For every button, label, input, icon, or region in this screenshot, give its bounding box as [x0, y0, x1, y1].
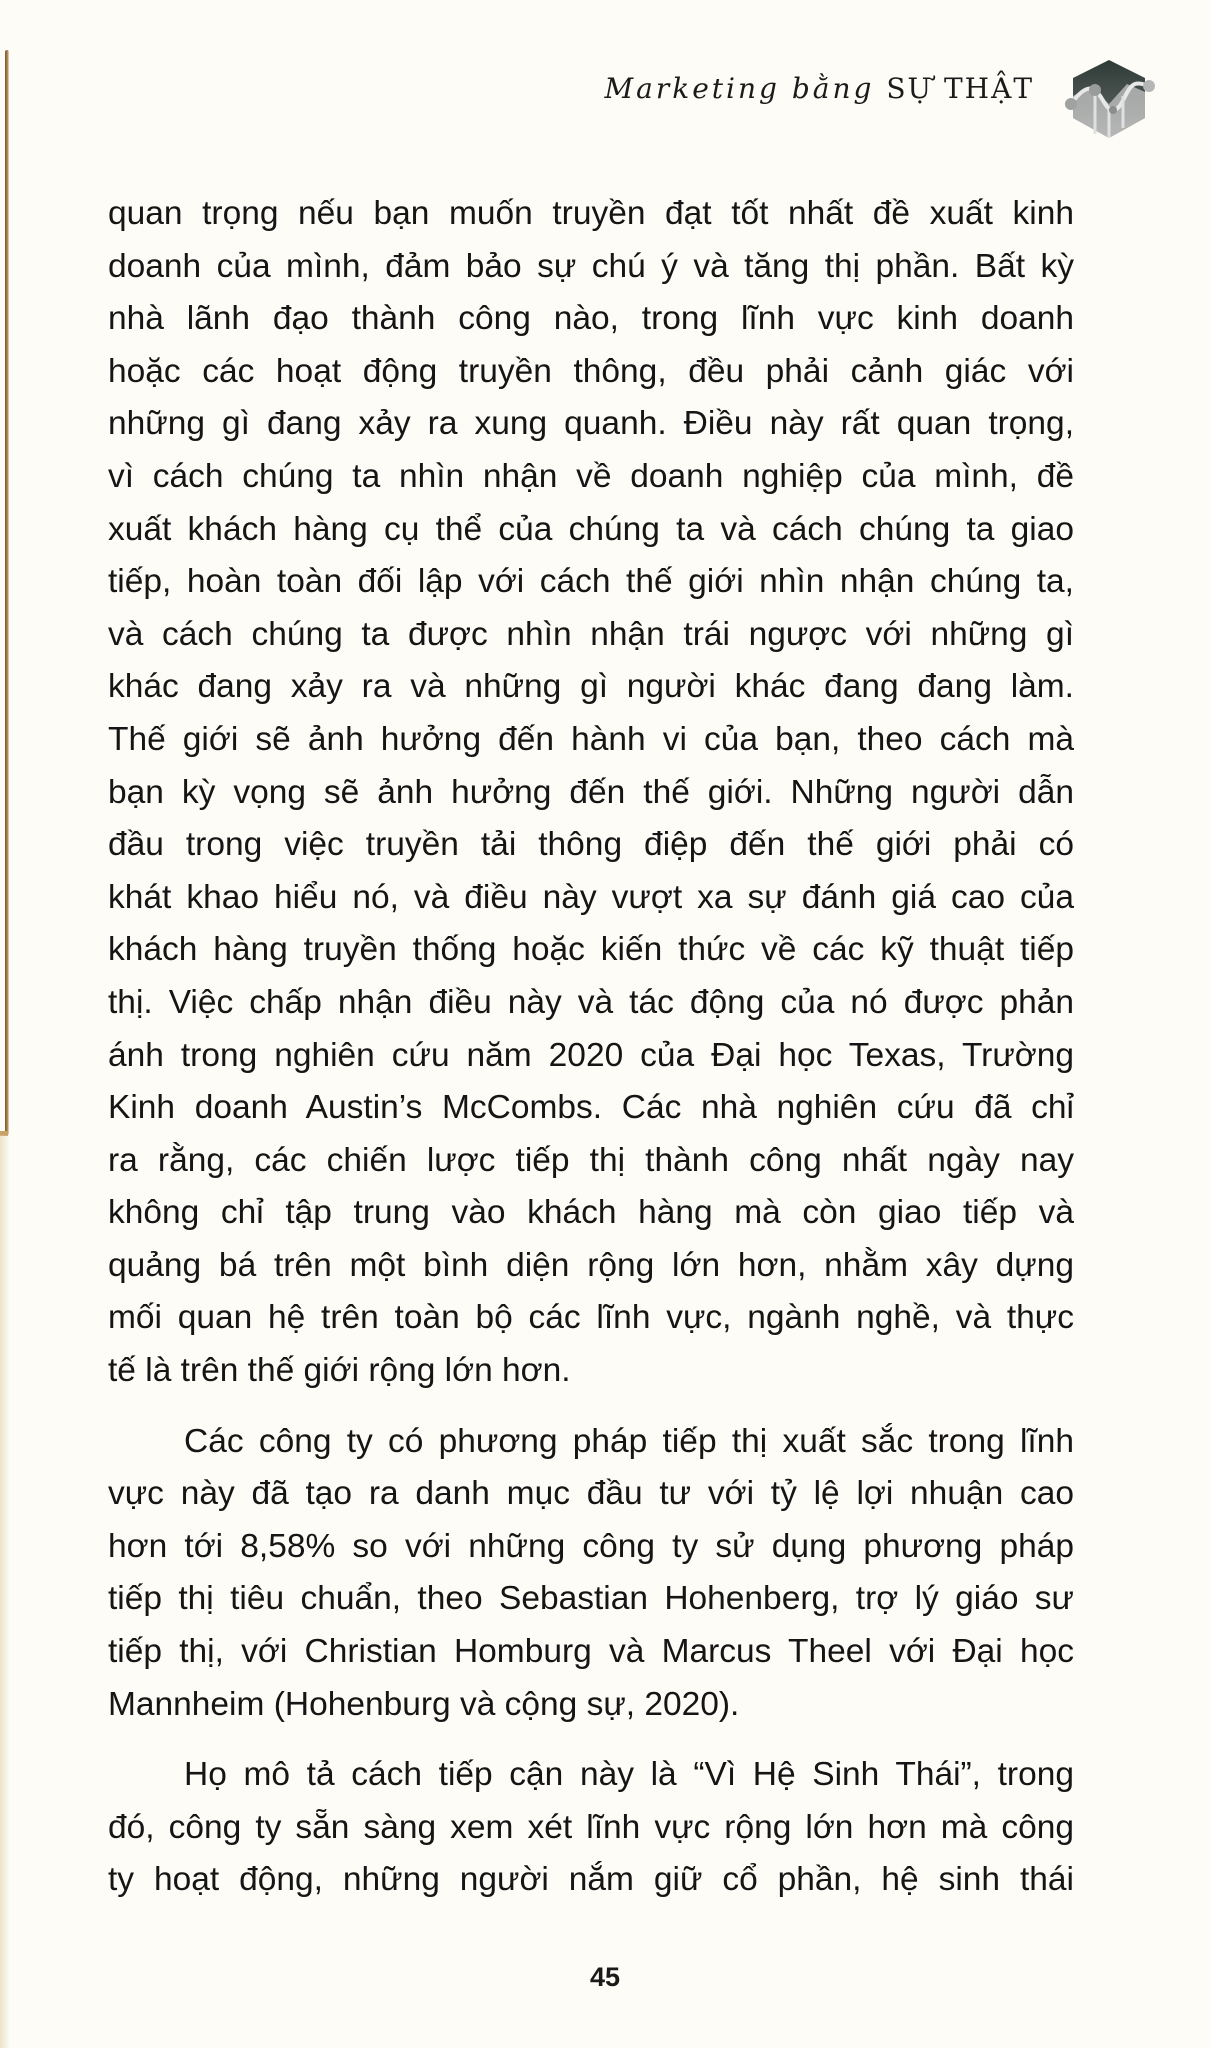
book-title-caps: SỰ THẬT [886, 72, 1034, 105]
paragraph-spacer [108, 1731, 1074, 1749]
text-line: những gì đang xảy ra xung quanh. Điều này rất quan trọng, [108, 405, 1074, 443]
text-line: ánh trong nghiên cứu năm 2020 của Đại học Texas, Trường [108, 1036, 1074, 1074]
paragraph-2 [108, 1416, 1074, 1732]
text-line: khác đang xảy ra và những gì người khác đang đang làm. [108, 668, 1074, 706]
text-line: khát khao hiểu nó, và điều này vượt xa sự đánh giá cao của [108, 878, 1074, 916]
text-line: tế là trên thế giới rộng lớn hơn. [108, 1352, 571, 1390]
text-line: tiếp thị, với Christian Homburg và Marcus Theel với Đại học [108, 1633, 1074, 1671]
running-header [604, 72, 1034, 105]
text-line: xuất khách hàng cụ thể của chúng ta và cách chúng ta giao [108, 510, 1074, 548]
text-line: Thế giới sẽ ảnh hưởng đến hành vi của bạn, theo cách mà [108, 720, 1074, 758]
text-line: tiếp thị tiêu chuẩn, theo Sebastian Hohenberg, trợ lý giáo sư [108, 1580, 1074, 1618]
hexagon-cube-network-icon [1063, 56, 1155, 142]
book-binding-edge [5, 50, 9, 1135]
text-line: ty hoạt động, những người nắm giữ cổ phần, hệ sinh thái [108, 1861, 1074, 1899]
text-line: vì cách chúng ta nhìn nhận về doanh nghiệp của mình, đề [108, 457, 1074, 495]
text-line: vực này đã tạo ra danh mục đầu tư với tỷ lệ lợi nhuận cao [108, 1475, 1074, 1513]
text-line: Kinh doanh Austin’s McCombs. Các nhà nghiên cứu đã chỉ [108, 1089, 1074, 1127]
page-body [108, 188, 1074, 1907]
book-title-italic: Marketing bằng [604, 72, 875, 105]
paragraph-1 [108, 188, 1074, 1398]
paragraph-spacer [108, 1398, 1074, 1416]
text-line: và cách chúng ta được nhìn nhận trái ngược với những gì [108, 615, 1074, 653]
text-line: tiếp, hoàn toàn đối lập với cách thế giới nhìn nhận chúng ta, [108, 563, 1074, 601]
text-line: mối quan hệ trên toàn bộ các lĩnh vực, ngành nghề, và thực [108, 1299, 1074, 1337]
text-line: bạn kỳ vọng sẽ ảnh hưởng đến thế giới. Những người dẫn [108, 773, 1074, 811]
text-line: doanh của mình, đảm bảo sự chú ý và tăng thị phần. Bất kỳ [108, 247, 1074, 285]
text-line: Họ mô tả cách tiếp cận này là “Vì Hệ Sinh Thái”, trong [184, 1756, 1074, 1794]
text-line: hoặc các hoạt động truyền thông, đều phải cảnh giác với [108, 352, 1074, 390]
text-line: quan trọng nếu bạn muốn truyền đạt tốt nhất đề xuất kinh [108, 195, 1074, 232]
page-number: 45 [589, 1962, 621, 1992]
text-line: ra rằng, các chiến lược tiếp thị thành công nhất ngày nay [108, 1141, 1074, 1179]
text-line: Các công ty có phương pháp tiếp thị xuất sắc trong lĩnh [184, 1422, 1074, 1460]
text-line: quảng bá trên một bình diện rộng lớn hơn, nhằm xây dựng [108, 1246, 1074, 1284]
text-line: khách hàng truyền thống hoặc kiến thức về các kỹ thuật tiếp [108, 931, 1074, 969]
text-line: nhà lãnh đạo thành công nào, trong lĩnh vực kinh doanh [108, 300, 1074, 338]
book-binding-shadow [0, 1135, 10, 2048]
text-line: không chỉ tập trung vào khách hàng mà còn giao tiếp và [108, 1194, 1074, 1232]
text-line: đầu trong việc truyền tải thông điệp đến thế giới phải có [108, 826, 1074, 864]
text-line: đó, công ty sẵn sàng xem xét lĩnh vực rộng lớn hơn mà công [108, 1808, 1074, 1846]
text-line: Mannheim (Hohenburg và cộng sự, 2020). [108, 1685, 740, 1723]
text-line: thị. Việc chấp nhận điều này và tác động của nó được phản [108, 983, 1074, 1021]
paragraph-3 [108, 1749, 1074, 1907]
text-line: hơn tới 8,58% so với những công ty sử dụng phương pháp [108, 1527, 1074, 1565]
